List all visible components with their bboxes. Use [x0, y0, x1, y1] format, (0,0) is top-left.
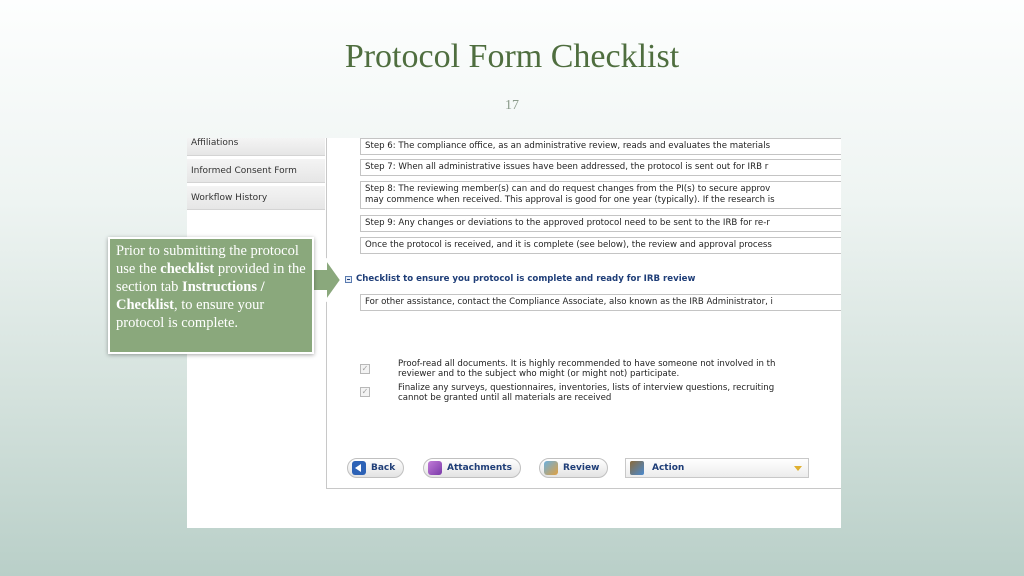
- review-process-box: Once the protocol is received, and it is complete (see below), the review and approval process: [360, 237, 841, 254]
- step-9-box: Step 9: Any changes or deviations to the approved protocol need to be sent to the IRB for re-r: [360, 215, 841, 232]
- paperclip-icon: [428, 461, 442, 475]
- review-button[interactable]: [539, 458, 608, 478]
- callout-text-3: , to ensure your protocol is complete.: [116, 297, 265, 331]
- callout-arrow-icon: [312, 258, 342, 302]
- review-icon: [544, 461, 558, 475]
- step-8-line-1: Step 8: The reviewing member(s) can and do request changes from the PI(s) to secure approv: [365, 184, 771, 194]
- action-select-label: Action: [652, 463, 685, 473]
- action-icon: [630, 461, 644, 475]
- checklist-item: [360, 359, 841, 381]
- collapse-minus-icon[interactable]: [345, 276, 352, 283]
- sidebar-item-workflow-history[interactable]: Workflow History: [187, 186, 325, 210]
- sidebar: [187, 138, 325, 213]
- checklist-item: [360, 383, 841, 405]
- callout-bold-checklist: checklist: [160, 261, 215, 277]
- assistance-box: For other assistance, contact the Compliance Associate, also known as the IRB Administrator, i: [360, 294, 841, 311]
- checklist-item-text: Proof-read all documents. It is highly recommended to have someone not involved in th: [398, 359, 776, 369]
- sidebar-item-informed-consent-form[interactable]: Informed Consent Form: [187, 159, 325, 183]
- checklist-item-text-2: cannot be granted until all materials are received: [398, 393, 612, 403]
- callout-text-2: provided in the section tab: [116, 261, 306, 295]
- checklist-heading[interactable]: [345, 274, 695, 284]
- back-button-label: Back: [371, 463, 396, 473]
- chevron-down-icon[interactable]: [794, 466, 802, 471]
- callout-note: [108, 237, 314, 354]
- checklist-heading-label: Checklist to ensure you protocol is complete and ready for IRB review: [356, 274, 696, 284]
- review-button-label: Review: [563, 463, 600, 473]
- action-select[interactable]: [625, 458, 809, 478]
- checkbox[interactable]: ✓: [361, 364, 369, 373]
- back-arrow-icon: [352, 461, 366, 475]
- step-8-line-2: may commence when received. This approval is good for one year (typically). If the research is: [365, 195, 775, 205]
- checklist-item-text: Finalize any surveys, questionnaires, inventories, lists of interview questions, recruiting: [398, 383, 775, 393]
- checklist-item-text-2: reviewer and to the subject who might (or might not) participate.: [398, 369, 680, 379]
- instructions-panel: [326, 138, 841, 489]
- callout-text-1: Prior to submitting the protocol use the: [116, 243, 299, 277]
- slide-title: Protocol Form Checklist: [344, 38, 680, 75]
- callout-bold-tab: Instructions / Checklist: [116, 279, 265, 313]
- back-button[interactable]: [347, 458, 404, 478]
- attachments-button-label: Attachments: [447, 463, 512, 473]
- step-7-box: Step 7: When all administrative issues have been addressed, the protocol is sent out for IRB r: [360, 159, 841, 176]
- page-number: 17: [505, 98, 519, 113]
- step-6-box: Step 6: The compliance office, as an administrative review, reads and evaluates the materials: [360, 138, 841, 155]
- attachments-button[interactable]: [423, 458, 521, 478]
- checkbox[interactable]: ✓: [361, 387, 369, 396]
- sidebar-item-affiliations[interactable]: Affiliations: [187, 138, 325, 156]
- step-8-box: [360, 181, 841, 209]
